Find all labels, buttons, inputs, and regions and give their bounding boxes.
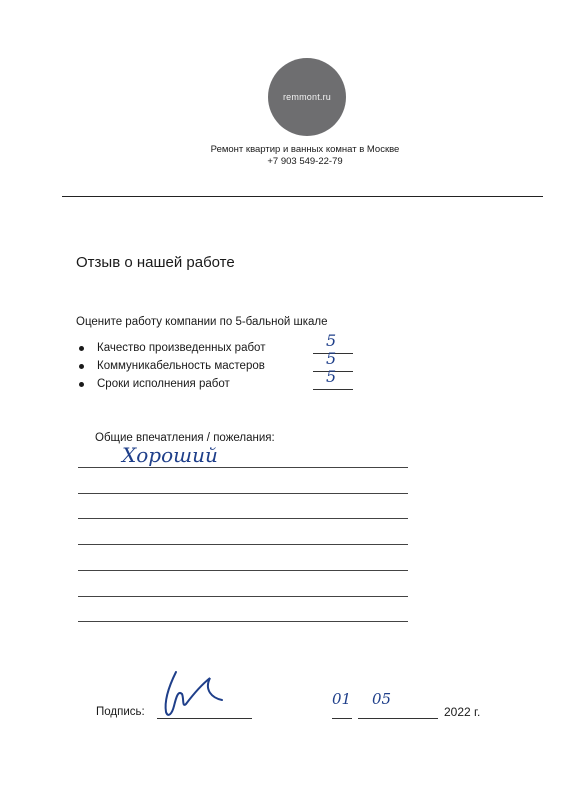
company-phone: +7 903 549-22-79 [267, 156, 343, 167]
wishes-line[interactable] [78, 621, 408, 622]
wishes-line[interactable] [78, 493, 408, 494]
signature-label: Подпись: [96, 706, 145, 718]
bullet-icon [79, 346, 84, 351]
wishes-line[interactable] [78, 570, 408, 571]
score-value: 5 [326, 349, 337, 368]
rating-question: Оцените работу компании по 5-бальной шкале [76, 316, 328, 328]
date-month-line[interactable] [358, 718, 438, 719]
date-day-line[interactable] [332, 718, 352, 719]
wishes-line[interactable] [78, 596, 408, 597]
company-tagline: Ремонт квартир и ванных комнат в Москве [210, 144, 400, 155]
score-value: 5 [326, 367, 337, 386]
form-title: Отзыв о нашей работе [76, 254, 235, 271]
date-day-value: 01 [332, 690, 352, 708]
wishes-handwritten-text: Хороший [122, 443, 218, 467]
criterion-label: Коммуникабельность мастеров [97, 360, 265, 372]
header-divider [62, 196, 543, 197]
logo-text: remmont.ru [282, 92, 331, 102]
company-info [180, 144, 430, 168]
wishes-line[interactable] [78, 467, 408, 468]
score-value: 5 [326, 331, 337, 350]
company-logo [268, 58, 346, 136]
bullet-icon [79, 364, 84, 369]
criterion-label: Сроки исполнения работ [97, 378, 230, 390]
criterion-deadlines [76, 367, 376, 392]
handwritten-signature [160, 668, 240, 720]
wishes-label: Общие впечатления / пожелания: [95, 432, 275, 444]
date-month-value: 05 [372, 690, 392, 708]
wishes-line[interactable] [78, 518, 408, 519]
bullet-icon [79, 382, 84, 387]
wishes-line[interactable] [78, 544, 408, 545]
criterion-label: Качество произведенных работ [97, 342, 266, 354]
score-line[interactable] [313, 389, 353, 390]
date-year: 2022 г. [444, 705, 481, 719]
